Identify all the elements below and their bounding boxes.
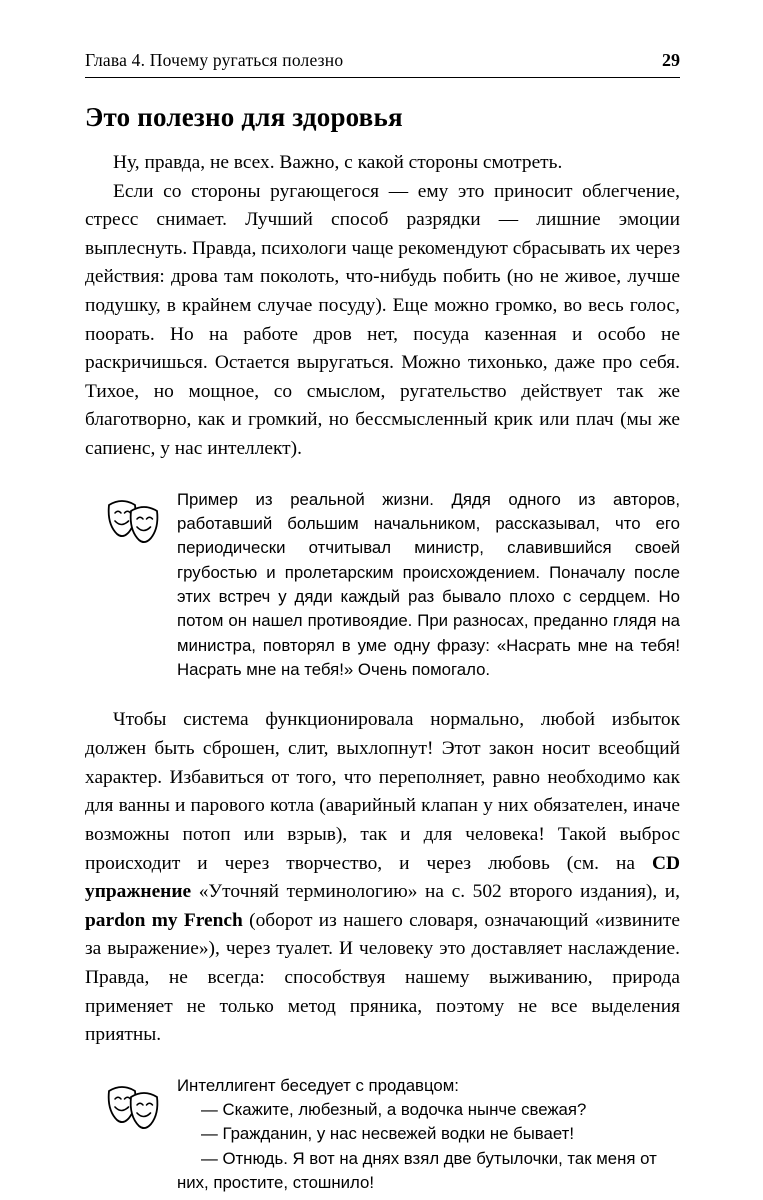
dialogue-line: Интеллигент беседует с продавцом: — [177, 1075, 459, 1095]
dialogue-line: — Гражданин, у нас несвежей водки не бывает! — [201, 1124, 574, 1144]
paragraph-main: Если со стороны ругающегося — ему это приносит облегчение, стресс снимает. Лучший способ разрядки — лишние эмоции выплеснуть. Правда, психологи чаще рекомендуют сбрасывать их через действия: дрова там поколоть, что-нибудь побить (но не живое, лучше подушку, в крайнем случае посуду). Еще можно громко, во весь голос, поорать. Но на работе дров нет, посуда казенная и особо не раскричишься. Остается выругаться. Можно тихонько, даже про себя. Тихое, но мощное, со смыслом, ругательство действует так же благотворно, как и громкий, но бессмысленный крик или плач (мы же сапиенс, у нас интеллект). — [85, 180, 680, 460]
theater-masks-icon — [105, 1082, 163, 1139]
text-segment: «Уточняй терминологию» на с. 502 второго издания), и, — [191, 881, 680, 903]
page-number: 29 — [662, 50, 680, 70]
page-header — [85, 50, 680, 78]
text-segment: (оборот из нашего словаря, означающий «извините за выражение»), через туалет. И человеку это доставляет наслаждение. Правда, не всегда: способствуя нашему выживанию, природа применяет не только метод пряника, поэтому не все выделения приятны. — [85, 909, 680, 1046]
text-segment: Чтобы система функционировала нормально, любой избыток должен быть сброшен, слит, выхлопнут! Этот закон носит всеобщий характер. Избавиться от того, что переполняет, равно необходимо как для ванны и парового котла (аварийный клапан у них обязателен, иначе возможны потоп или взрыв), так и для человека! Такой выброс происходит и через творчество, и через любовь (см. на — [85, 709, 680, 874]
paragraph-intro: Ну, правда, не всех. Важно, с какой стороны смотреть. — [113, 152, 563, 173]
paragraph-system — [85, 706, 680, 1049]
anecdote-text: Пример из реальной жизни. Дядя одного из авторов, работавший большим начальником, рассказывал, что его периодически отчитывал министр, славившийся своей грубостью и пролетарским происхождением. Поначалу после этих встреч у дяди каждый раз бывало плохо с сердцем. Но потом он нашел противоядие. При разносах, преданно глядя на министра, повторял в уме одну фразу: «Насрать мне на тебя! Насрать мне на тебя!» Очень помогало. — [177, 489, 680, 680]
text-segment-bold: pardon my French — [85, 909, 243, 931]
theater-masks-icon — [105, 496, 163, 553]
dialogue-line: — Скажите, любезный, а водочка нынче свежая? — [201, 1100, 587, 1120]
anecdote-block-1 — [85, 488, 680, 683]
chapter-heading: Глава 4. Почему ругаться полезно — [85, 50, 344, 70]
text-segment-bold: CD упражнение — [85, 852, 680, 903]
anecdote-block-2 — [85, 1074, 680, 1196]
section-title: Это полезно для здоровья — [85, 102, 403, 132]
dialogue-line: — Отнюдь. Я вот на днях взял две бутылочки, так меня от них, простите, стошнило! — [177, 1148, 657, 1193]
anecdote-dialogue — [177, 1074, 680, 1196]
